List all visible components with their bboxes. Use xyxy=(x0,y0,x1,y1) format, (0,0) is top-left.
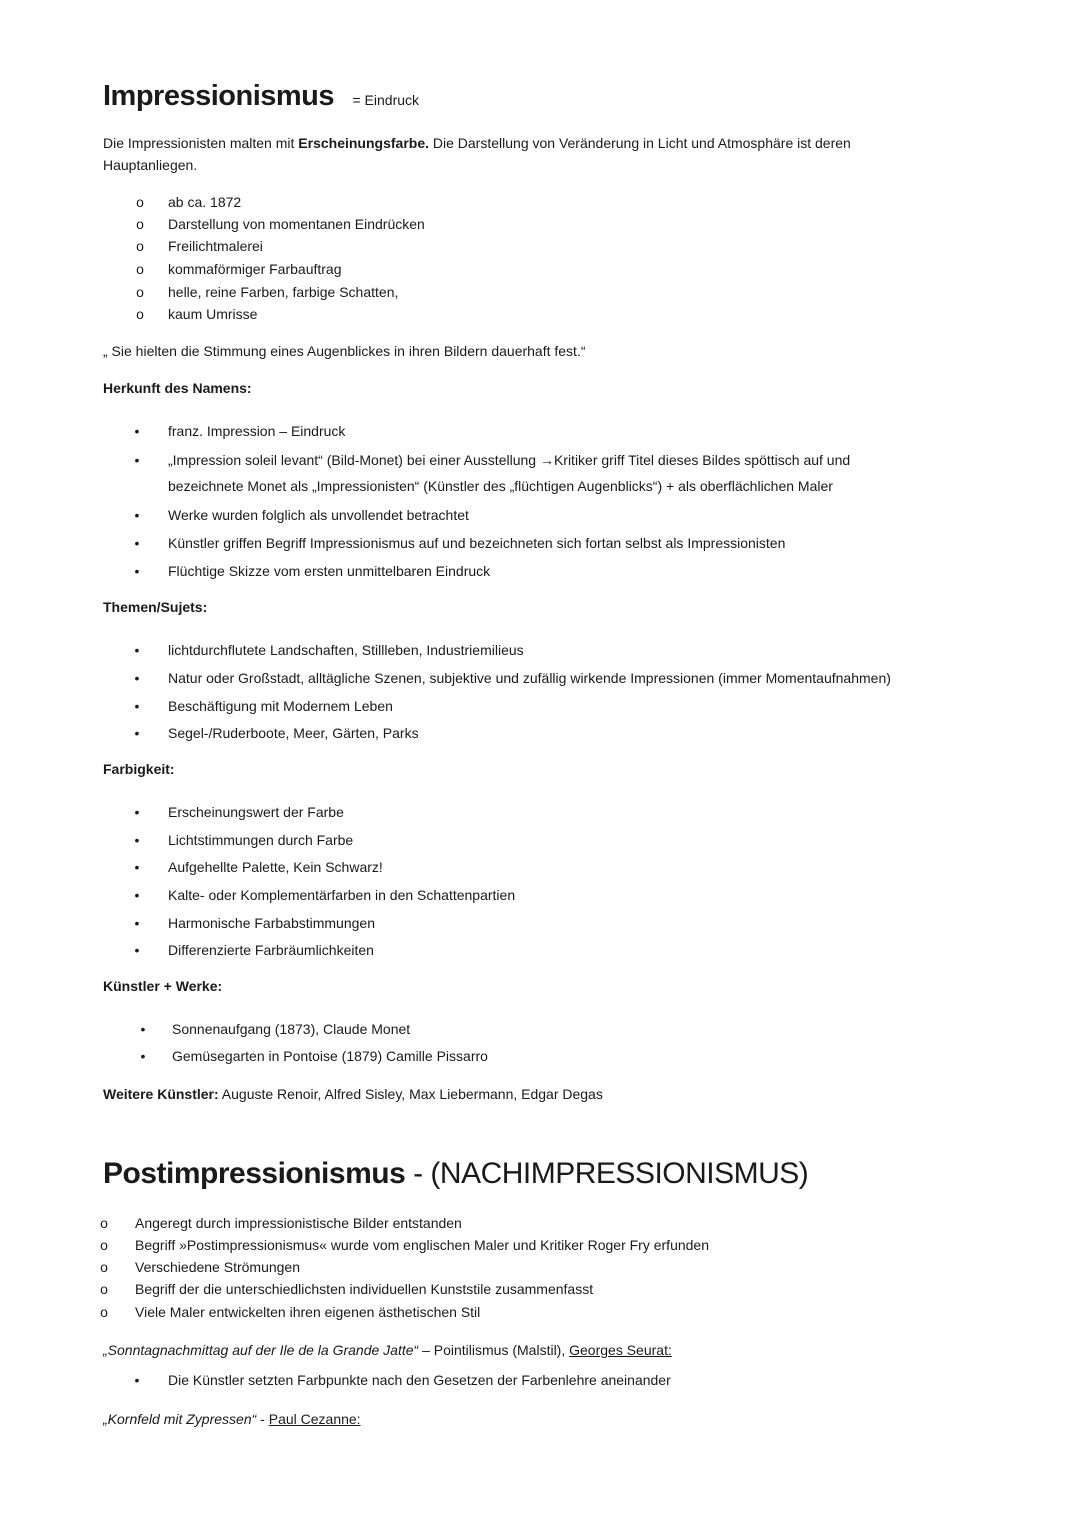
bullet-icon xyxy=(130,940,144,960)
title-note: = Eindruck xyxy=(352,92,420,108)
list-item: Harmonische Farbabstimmungen xyxy=(168,915,375,931)
weitere-label: Weitere Künstler: xyxy=(103,1086,219,1102)
page-title-row xyxy=(103,80,419,113)
bullet-icon xyxy=(130,505,144,525)
section-heading-themen: Themen/Sujets: xyxy=(103,599,208,615)
list-item: ab ca. 1872 xyxy=(168,194,242,210)
page-title: Impressionismus xyxy=(103,80,335,112)
list-item: Aufgehellte Palette, Kein Schwarz! xyxy=(168,859,383,875)
list-item: Darstellung von momentanen Eindrücken xyxy=(168,216,425,232)
intro-line-1 xyxy=(103,133,851,153)
list-item: lichtdurchflutete Landschaften, Stillleben, Industriemilieus xyxy=(168,642,524,658)
bullet-icon xyxy=(130,696,144,716)
quote: „ Sie hielten die Stimmung eines Augenblickes in ihren Bildern dauerhaft fest.“ xyxy=(103,343,586,359)
circle-bullet-icon: o xyxy=(100,1259,108,1275)
list-item: kommaförmiger Farbauftrag xyxy=(168,261,342,277)
section-heading-kuenstler: Künstler + Werke: xyxy=(103,978,223,994)
list-item: Begriff »Postimpressionismus« wurde vom englischen Maler und Kritiker Roger Fry erfunden xyxy=(135,1237,709,1253)
bullet-icon xyxy=(130,830,144,850)
list-item: kaum Umrisse xyxy=(168,306,258,322)
circle-bullet-icon: o xyxy=(136,261,144,277)
list-item: „Impression soleil levant“ (Bild-Monet) bei einer Ausstellung →Kritiker griff Titel dieses Bildes spöttisch auf und xyxy=(168,452,851,468)
list-item: Viele Maler entwickelten ihren eigenen ästhetischen Stil xyxy=(135,1304,481,1320)
bullet-icon xyxy=(130,640,144,660)
section-heading-farbigkeit: Farbigkeit: xyxy=(103,761,175,777)
post-title: Postimpressionismus xyxy=(103,1157,406,1190)
circle-bullet-icon: o xyxy=(136,194,144,210)
intro-line-2: Hauptanliegen. xyxy=(103,157,198,173)
list-item: Natur oder Großstadt, alltägliche Szenen, subjektive und zufällig wirkende Impressionen (immer Momentaufnahmen) xyxy=(168,670,891,686)
seurat-artist: Georges Seurat: xyxy=(569,1342,672,1358)
list-item: Segel-/Ruderboote, Meer, Gärten, Parks xyxy=(168,725,419,741)
circle-bullet-icon: o xyxy=(136,216,144,232)
list-item-continuation: bezeichnete Monet als „Impressionisten“ (Künstler des „flüchtigen Augenblicks“) + als oberflächlichen Maler xyxy=(168,478,833,494)
cezanne-line xyxy=(103,1409,361,1429)
list-item: Kalte- oder Komplementärfarben in den Schattenpartien xyxy=(168,887,516,903)
list-item: franz. Impression – Eindruck xyxy=(168,423,346,439)
list-item: Werke wurden folglich als unvollendet betrachtet xyxy=(168,507,469,523)
circle-bullet-icon: o xyxy=(100,1215,108,1231)
list-item: Die Künstler setzten Farbpunkte nach den Gesetzen der Farbenlehre aneinander xyxy=(168,1372,671,1388)
bullet-icon xyxy=(130,450,144,470)
circle-bullet-icon: o xyxy=(136,306,144,322)
intro-text-2: Die Darstellung von Veränderung in Licht und Atmosphäre ist deren xyxy=(429,135,851,151)
bullet-icon xyxy=(130,421,144,441)
intro-text: Die Impressionisten malten mit xyxy=(103,135,299,151)
circle-bullet-icon: o xyxy=(136,238,144,254)
cezanne-artist: Paul Cezanne: xyxy=(268,1411,361,1427)
list-item: Künstler griffen Begriff Impressionismus auf und bezeichneten sich fortan selbst als Impressionisten xyxy=(168,535,786,551)
bullet-icon xyxy=(130,857,144,877)
circle-bullet-icon: o xyxy=(100,1304,108,1320)
bullet-icon xyxy=(130,885,144,905)
bullet-icon xyxy=(130,561,144,581)
list-item: Lichtstimmungen durch Farbe xyxy=(168,832,354,848)
list-item: Begriff der die unterschiedlichsten individuellen Kunststile zusammenfasst xyxy=(135,1281,594,1297)
circle-bullet-icon: o xyxy=(100,1281,108,1297)
bullet-icon xyxy=(136,1046,150,1066)
bullet-icon xyxy=(130,533,144,553)
bullet-icon xyxy=(130,1370,144,1390)
list-item: Flüchtige Skizze vom ersten unmittelbaren Eindruck xyxy=(168,563,491,579)
list-item: helle, reine Farben, farbige Schatten, xyxy=(168,284,399,300)
seurat-style: – Pointilismus (Malstil), xyxy=(418,1342,570,1358)
seurat-work: „Sonntagnachmittag auf der Ile de la Grande Jatte“ xyxy=(103,1342,419,1358)
seurat-line xyxy=(103,1340,672,1360)
bullet-icon xyxy=(130,802,144,822)
section-title-post xyxy=(103,1157,808,1191)
list-item: Beschäftigung mit Modernem Leben xyxy=(168,698,393,714)
circle-bullet-icon: o xyxy=(136,284,144,300)
cezanne-work: „Kornfeld mit Zypressen“ xyxy=(103,1411,257,1427)
list-item: Erscheinungswert der Farbe xyxy=(168,804,344,820)
list-item: Freilichtmalerei xyxy=(168,238,263,254)
circle-bullet-icon: o xyxy=(100,1237,108,1253)
list-item: Differenzierte Farbräumlichkeiten xyxy=(168,942,374,958)
bullet-icon xyxy=(130,723,144,743)
list-item: Angeregt durch impressionistische Bilder entstanden xyxy=(135,1215,462,1231)
intro-bold: Erscheinungsfarbe. xyxy=(298,135,429,151)
weitere-kuenstler xyxy=(103,1084,603,1104)
bullet-icon xyxy=(130,913,144,933)
cezanne-sep: - xyxy=(256,1411,269,1427)
bullet-icon xyxy=(136,1019,150,1039)
bullet-icon xyxy=(130,668,144,688)
section-heading-herkunft: Herkunft des Namens: xyxy=(103,380,252,396)
post-subtitle: - (NACHIMPRESSIONISMUS) xyxy=(405,1157,809,1190)
list-item: Sonnenaufgang (1873), Claude Monet xyxy=(172,1021,411,1037)
list-item: Verschiedene Strömungen xyxy=(135,1259,300,1275)
list-item: Gemüsegarten in Pontoise (1879) Camille Pissarro xyxy=(172,1048,488,1064)
weitere-text: Auguste Renoir, Alfred Sisley, Max Liebermann, Edgar Degas xyxy=(218,1086,603,1102)
